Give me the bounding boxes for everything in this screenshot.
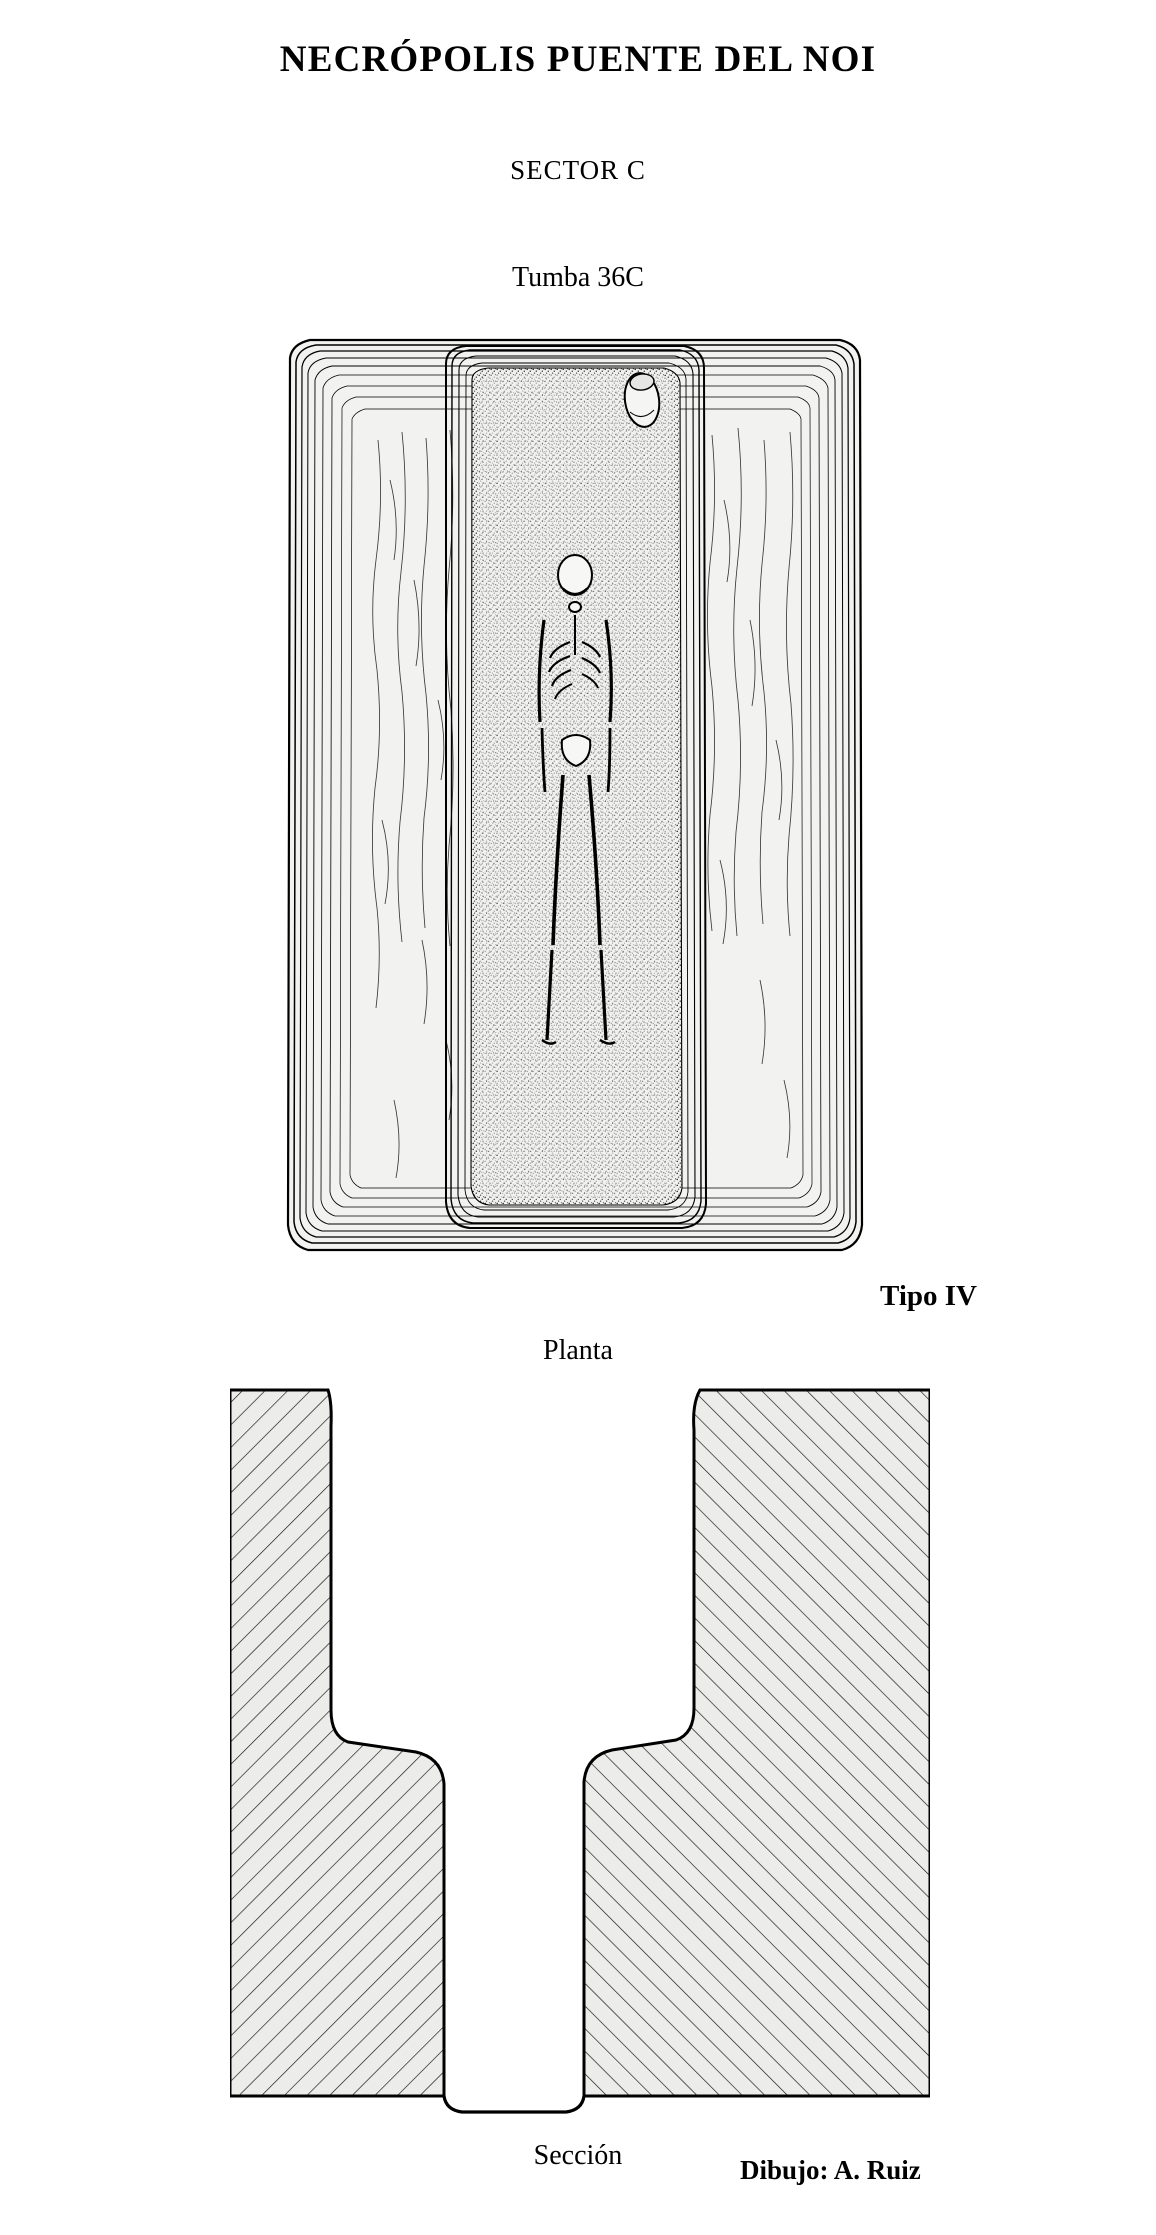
- mandible-bone: [569, 602, 581, 612]
- section-view-drawing: [230, 1380, 930, 2150]
- credit-label: Dibujo: A. Ruiz: [740, 2155, 921, 2185]
- plan-view-drawing: [250, 320, 900, 1320]
- sector-label: SECTOR C: [510, 155, 646, 185]
- grave-fill-stipple-inner: [477, 375, 676, 1199]
- right-bedrock-mass: [584, 1390, 930, 2096]
- skull-bone: [558, 555, 592, 595]
- left-bedrock-mass: [230, 1390, 444, 2096]
- plan-caption: Planta: [543, 1335, 613, 1366]
- page-title: NECRÓPOLIS PUENTE DEL NOI: [279, 39, 877, 80]
- tomb-type-label: Tipo IV: [880, 1280, 977, 1312]
- tomb-label: Tumba 36C: [511, 262, 644, 293]
- section-caption: Sección: [533, 2140, 623, 2171]
- grave-floor-line: [444, 2096, 584, 2112]
